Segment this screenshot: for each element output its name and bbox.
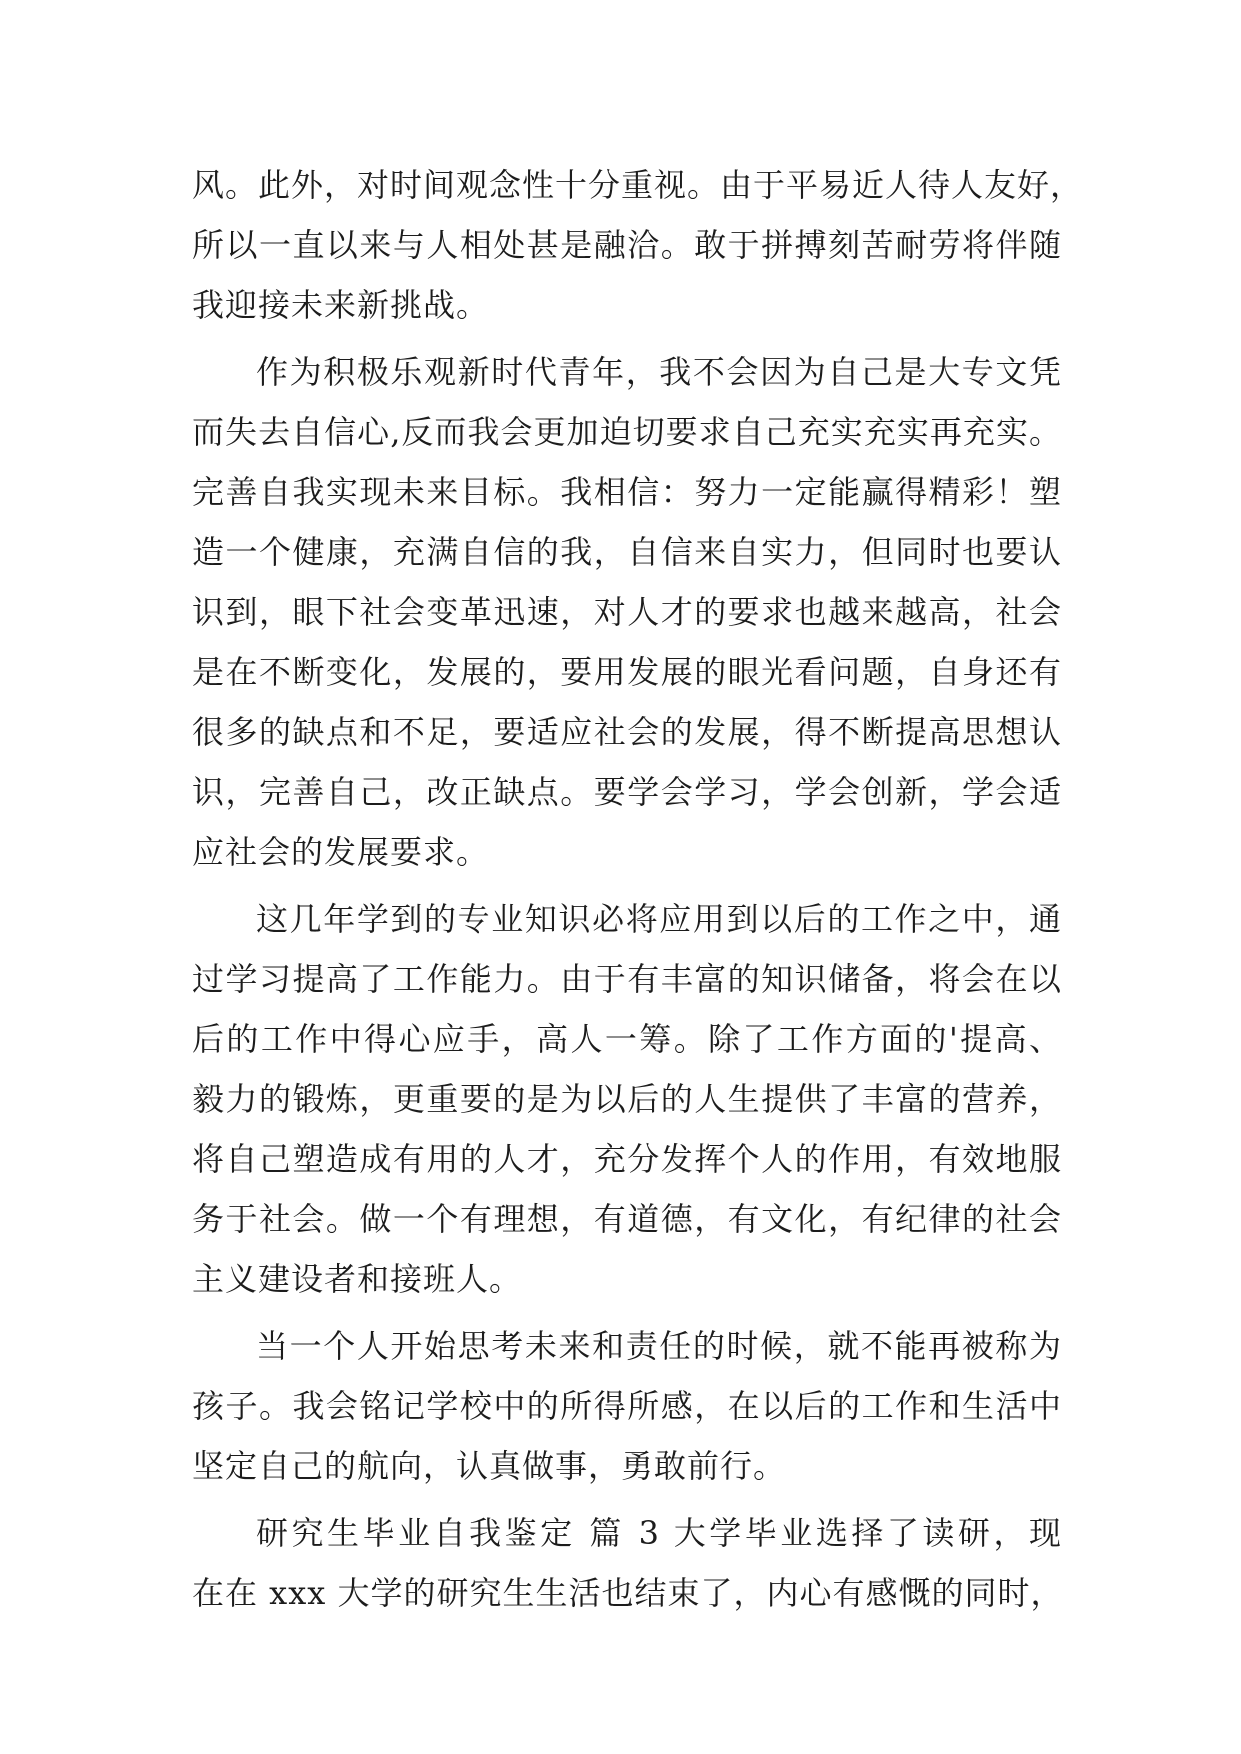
text-line: 风。此外，对时间观念性十分重视。由于平易近人待人友好， xyxy=(192,166,1084,204)
text-line: 过学习提高了工作能力。由于有丰富的知识储备，将会在以 xyxy=(192,960,1062,998)
text-line: 当一个人开始思考未来和责任的时候，就不能再被称为 xyxy=(256,1327,1062,1365)
text-line: 这几年学到的专业知识必将应用到以后的工作之中，通 xyxy=(256,900,1062,938)
text-line: 在在 xxx 大学的研究生生活也结束了，内心有感慨的同时， xyxy=(192,1574,1064,1612)
text-line: 主义建设者和接班人。 xyxy=(192,1260,523,1298)
text-line: 研究生毕业自我鉴定 篇 3 大学毕业选择了读研，现 xyxy=(256,1514,1062,1552)
text-line: 完善自我实现未来目标。我相信：努力一定能赢得精彩！塑 xyxy=(192,473,1062,511)
paragraph xyxy=(192,155,1084,335)
text-line: 应社会的发展要求。 xyxy=(192,833,490,871)
text-line: 识，完善自己，改正缺点。要学会学习，学会创新，学会适 xyxy=(192,773,1062,811)
text-line: 务于社会。做一个有理想，有道德，有文化，有纪律的社会 xyxy=(192,1200,1062,1238)
text-line: 我迎接未来新挑战。 xyxy=(192,286,490,324)
text-line: 是在不断变化，发展的，要用发展的眼光看问题，自身还有 xyxy=(192,653,1062,691)
text-line: 后的工作中得心应手，高人一筹。除了工作方面的'提高、 xyxy=(192,1020,1062,1058)
text-line: 将自己塑造成有用的人才，充分发挥个人的作用，有效地服 xyxy=(192,1140,1062,1178)
paragraph xyxy=(192,342,1062,882)
text-line: 而失去自信心,反而我会更加迫切要求自己充实充实再充实。 xyxy=(192,413,1062,451)
text-line: 所以一直以来与人相处甚是融洽。敢于拼搏刻苦耐劳将伴随 xyxy=(192,226,1062,264)
text-line: 毅力的锻炼，更重要的是为以后的人生提供了丰富的营养， xyxy=(192,1080,1062,1118)
text-line: 造一个健康，充满自信的我，自信来自实力，但同时也要认 xyxy=(192,533,1062,571)
text-line: 作为积极乐观新时代青年，我不会因为自己是大专文凭 xyxy=(256,353,1062,391)
paragraph xyxy=(192,889,1062,1309)
document-body xyxy=(192,155,1084,1623)
text-line: 很多的缺点和不足，要适应社会的发展，得不断提高思想认 xyxy=(192,713,1062,751)
paragraph xyxy=(192,1316,1062,1496)
text-line: 识到，眼下社会变革迅速，对人才的要求也越来越高，社会 xyxy=(192,593,1062,631)
paragraph xyxy=(192,1503,1062,1623)
text-line: 坚定自己的航向，认真做事，勇敢前行。 xyxy=(192,1447,787,1485)
text-line: 孩子。我会铭记学校中的所得所感，在以后的工作和生活中 xyxy=(192,1387,1062,1425)
